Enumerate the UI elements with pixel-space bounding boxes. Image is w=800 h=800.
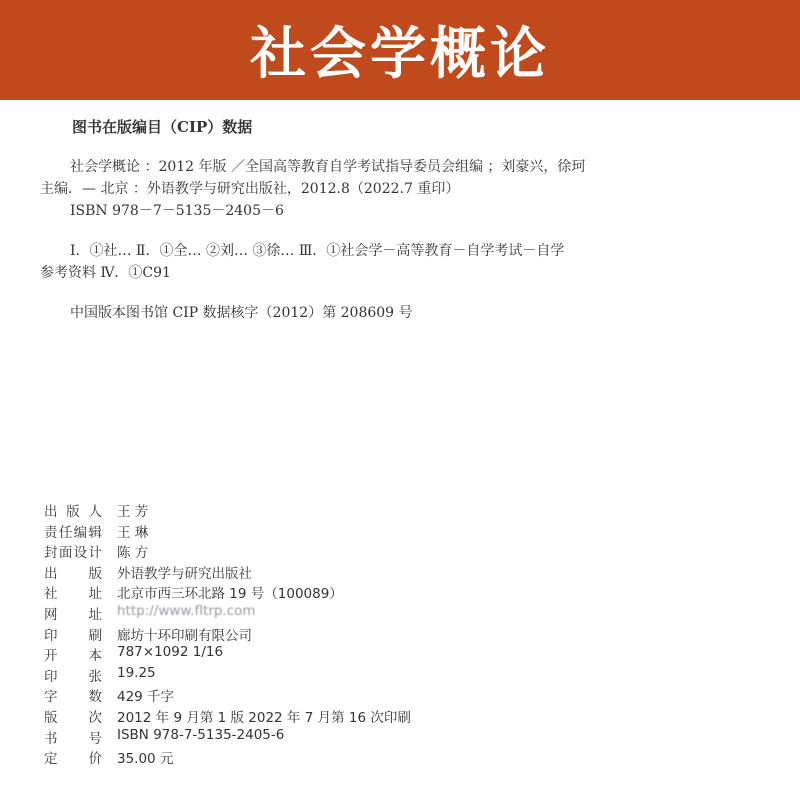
label-char: 计 — [88, 545, 102, 562]
label-char: 编 — [73, 524, 88, 541]
copyright-row — [44, 644, 223, 665]
label-char: 址 — [88, 586, 102, 603]
label-char: 书 — [44, 730, 58, 747]
cip-isbn: ISBN 978－7－5135－2405－6 — [70, 203, 284, 219]
copyright-label — [44, 541, 117, 562]
label-char: 张 — [88, 668, 102, 685]
copyright-value: 19.25 — [117, 664, 156, 681]
copyright-label-text — [44, 644, 102, 664]
cip-data-number: 中国版本图书馆 CIP 数据核字（2012）第 208609 号 — [70, 305, 413, 321]
label-char: 封 — [44, 545, 58, 562]
copyright-row — [44, 500, 148, 521]
cip-line-5: 参考资料 Ⅳ．①C91 — [40, 265, 171, 281]
copyright-label — [44, 747, 117, 768]
cip-line-4: Ⅰ．①社… Ⅱ．①全… ②刘… ③徐… Ⅲ．①社会学－高等教育－自学考试－自学 — [70, 243, 565, 259]
cip-line-1: 社会学概论 ：2012 年版 ／全国高等教育自学考试指导委员会组编 ；刘豪兴，徐珂 — [70, 159, 586, 175]
label-char: 本 — [88, 648, 102, 665]
copyright-label-text — [44, 541, 102, 561]
label-char: 印 — [44, 668, 58, 685]
label-char: 价 — [88, 751, 102, 768]
copyright-label-text — [44, 624, 102, 644]
label-char: 社 — [44, 586, 58, 603]
copyright-value: ISBN 978-7-5135-2405-6 — [117, 726, 285, 743]
label-char: 辑 — [88, 524, 102, 541]
copyright-label — [44, 706, 117, 727]
copyright-label-text — [44, 665, 102, 685]
label-char: 责 — [44, 524, 58, 541]
copyright-row — [44, 582, 343, 603]
copyright-label-text — [44, 521, 102, 541]
copyright-value: 429 千字 — [117, 689, 175, 706]
copyright-value: 787×1092 1/16 — [117, 644, 224, 661]
copyright-value: 廊坊十环印刷有限公司 — [117, 627, 252, 644]
label-char: 人 — [88, 504, 102, 520]
copyright-label-text — [44, 706, 102, 726]
copyright-value: 35.00 元 — [117, 751, 174, 768]
copyright-row — [44, 706, 411, 727]
copyright-row — [44, 562, 252, 583]
copyright-row — [44, 541, 148, 562]
copyright-label — [44, 624, 117, 645]
copyright-row — [44, 603, 256, 624]
copyright-value: 外语教学与研究出版社 — [117, 565, 252, 582]
copyright-label — [44, 665, 117, 686]
label-char: 设 — [73, 545, 88, 562]
copyright-label — [44, 685, 117, 706]
cip-heading: 图书在版编目（CIP）数据 — [72, 118, 253, 136]
label-char: 印 — [44, 627, 58, 644]
label-char: 号 — [88, 730, 102, 747]
label-char: 网 — [44, 607, 58, 623]
copyright-label — [44, 603, 117, 624]
label-char: 数 — [88, 689, 102, 706]
copyright-label-text — [44, 685, 102, 705]
copyright-value: 2012 年 9 月第 1 版 2022 年 7 月第 16 次印刷 — [117, 710, 411, 726]
label-char: 开 — [44, 648, 58, 665]
label-char: 版 — [66, 504, 80, 520]
label-char: 版 — [44, 710, 58, 726]
label-char: 刷 — [88, 627, 102, 644]
title-banner — [0, 0, 800, 100]
copyright-row — [44, 521, 148, 542]
copyright-label-text — [44, 562, 102, 582]
copyright-value: 陈 方 — [117, 545, 149, 562]
copyright-row — [44, 665, 156, 686]
label-char: 出 — [44, 504, 58, 520]
copyright-label-text — [44, 727, 102, 747]
copyright-value: 王 琳 — [117, 524, 149, 541]
label-char: 任 — [58, 524, 73, 541]
cip-line-2: 主编．— 北京 ：外语教学与研究出版社，2012.8（2022.7 重印） — [40, 181, 460, 197]
label-char: 址 — [88, 607, 102, 623]
label-char: 版 — [88, 565, 102, 582]
label-char: 定 — [44, 751, 58, 768]
label-char: 次 — [88, 710, 102, 726]
copyright-row — [44, 685, 174, 706]
label-char: 出 — [44, 565, 58, 582]
copyright-label — [44, 562, 117, 583]
book-title: 社会学概论 — [250, 22, 550, 87]
copyright-label — [44, 582, 117, 603]
copyright-label-text — [44, 582, 102, 602]
copyright-label — [44, 500, 117, 521]
copyright-row — [44, 624, 252, 645]
copyright-label — [44, 644, 117, 665]
label-char: 面 — [58, 545, 73, 562]
copyright-value: http://www.fltrp.com — [117, 603, 256, 619]
copyright-label — [44, 727, 117, 748]
copyright-label-text — [44, 747, 102, 767]
copyright-label — [44, 521, 117, 542]
copyright-value: 北京市西三环北路 19 号（100089） — [117, 586, 343, 603]
copyright-value: 王 芳 — [117, 504, 149, 520]
copyright-label-text — [44, 500, 102, 520]
copyright-row — [44, 727, 284, 748]
label-char: 字 — [44, 689, 58, 706]
copyright-row — [44, 747, 173, 768]
copyright-label-text — [44, 603, 102, 623]
